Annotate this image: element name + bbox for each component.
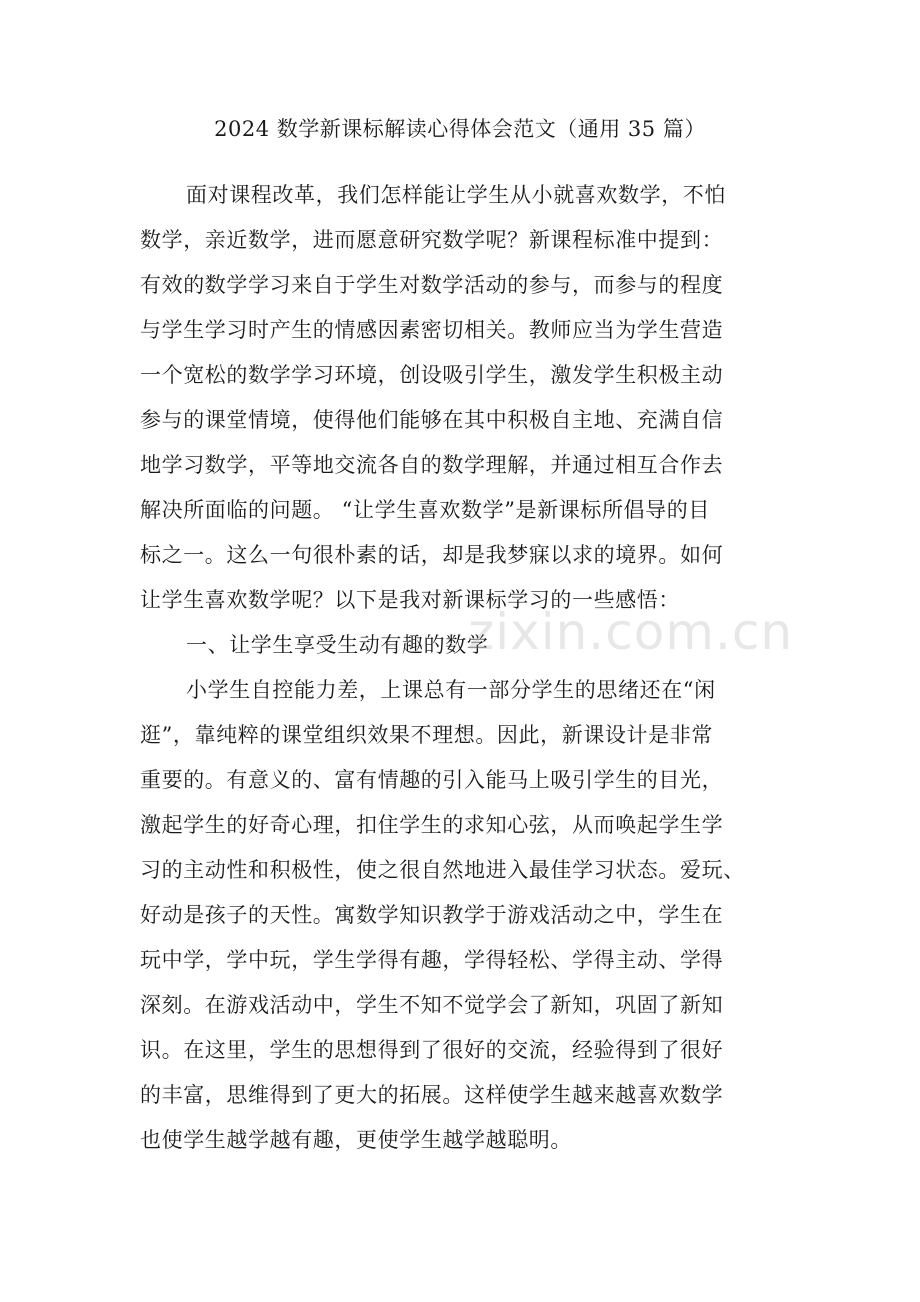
paragraph-line: 让学生喜欢数学呢？以下是我对新课标学习的一些感悟： bbox=[140, 588, 680, 612]
paragraph-line: 深刻。在游戏活动中，学生不知不觉学会了新知，巩固了新知 bbox=[140, 993, 724, 1017]
paragraph-line: 参与的课堂情境，使得他们能够在其中积极自主地、充满自信 bbox=[140, 408, 724, 432]
paragraph-line: 数学，亲近数学，进而愿意研究数学呢？新课程标准中提到： bbox=[140, 228, 724, 252]
paragraph-line: 也使学生越学越有趣，更使学生越学越聪明。 bbox=[140, 1128, 572, 1152]
document-body bbox=[140, 173, 790, 1163]
paragraph-line: 玩中学，学中玩，学生学得有趣，学得轻松、学得主动、学得 bbox=[140, 948, 724, 972]
watermark-text: zixin.com.cn bbox=[468, 603, 794, 661]
paragraph-line: 的丰富，思维得到了更大的拓展。这样使学生越来越喜欢数学 bbox=[140, 1083, 724, 1107]
paragraph-line: 小学生自控能力差，上课总有一部分学生的思绪还在“闲 bbox=[186, 678, 716, 702]
paragraph-line: 一个宽松的数学学习环境，创设吸引学生，激发学生积极主动 bbox=[140, 363, 724, 387]
paragraph-line: 地学习数学，平等地交流各自的数学理解，并通过相互合作去 bbox=[140, 453, 724, 477]
paragraph-line: 重要的。有意义的、富有情趣的引入能马上吸引学生的目光， bbox=[140, 768, 724, 792]
section-heading: 一、让学生享受生动有趣的数学 bbox=[186, 633, 489, 657]
paragraph-line: 识。在这里，学生的思想得到了很好的交流，经验得到了很好 bbox=[140, 1038, 724, 1062]
paragraph-line: 解决所面临的问题。 “让学生喜欢数学”是新课标所倡导的目 bbox=[140, 498, 710, 522]
document-title: 2024 数学新课标解读心得体会范文（通用 35 篇） bbox=[214, 117, 706, 141]
paragraph-line: 标之一。这么一句很朴素的话，却是我梦寐以求的境界。如何 bbox=[140, 543, 724, 567]
paragraph-line: 逛”，靠纯粹的课堂组织效果不理想。因此，新课设计是非常 bbox=[140, 723, 713, 747]
paragraph-line: 与学生学习时产生的情感因素密切相关。教师应当为学生营造 bbox=[140, 318, 724, 342]
paragraph-line: 习的主动性和积极性，使之很自然地进入最佳学习状态。爱玩、 bbox=[140, 858, 745, 882]
paragraph-line: 好动是孩子的天性。寓数学知识教学于游戏活动之中，学生在 bbox=[140, 903, 724, 927]
paragraph-line: 面对课程改革，我们怎样能让学生从小就喜欢数学，不怕 bbox=[186, 183, 726, 207]
paragraph-line: 有效的数学学习来自于学生对数学活动的参与，而参与的程度 bbox=[140, 273, 724, 297]
paragraph-line: 激起学生的好奇心理，扣住学生的求知心弦，从而唤起学生学 bbox=[140, 813, 724, 837]
